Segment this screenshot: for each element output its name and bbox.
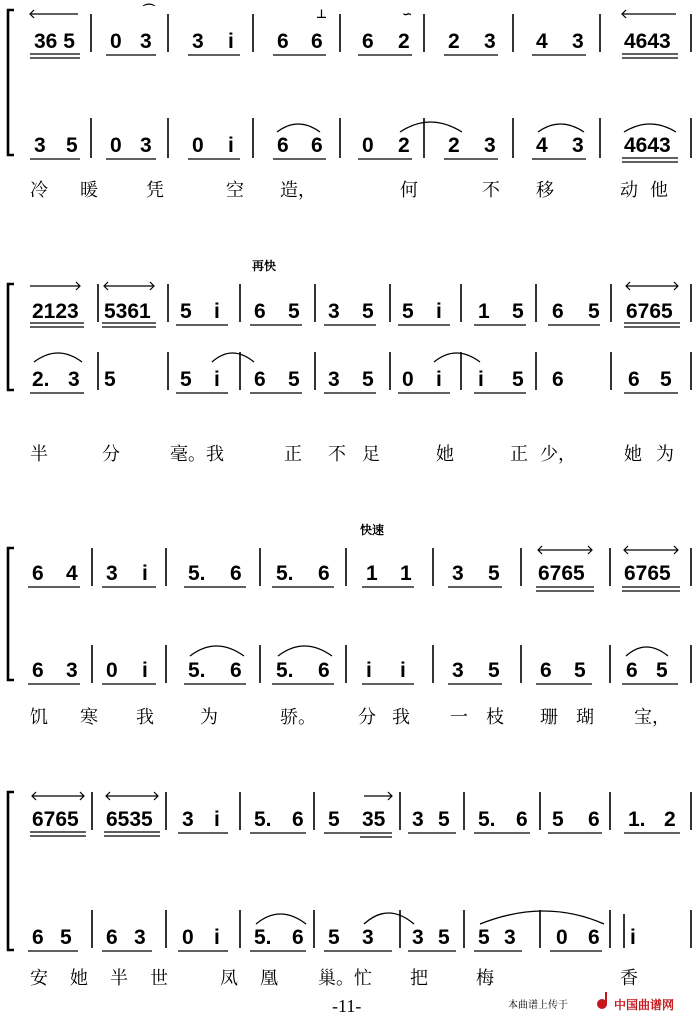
note-group: 2123 — [32, 300, 79, 323]
lyric: 分 — [358, 707, 376, 728]
note: 6 — [32, 926, 44, 949]
note: 6 — [230, 562, 242, 585]
note: 6 — [254, 368, 266, 391]
note: 6 — [311, 134, 323, 157]
lyric: 何 — [400, 180, 418, 201]
note: 6 — [106, 926, 118, 949]
note: 5 — [438, 808, 450, 831]
lyric: 足 — [362, 444, 380, 465]
barlines-upper — [92, 548, 691, 586]
footer-watermark — [508, 992, 674, 1012]
note: 3 — [192, 30, 204, 53]
note: i — [214, 368, 220, 391]
note: 0 — [106, 659, 118, 682]
system-bracket — [8, 10, 14, 155]
note: 2 — [664, 808, 676, 831]
lyric: 把 — [410, 968, 428, 989]
note: 3 — [66, 659, 78, 682]
note: 1 — [366, 562, 378, 585]
note: 0 — [192, 134, 204, 157]
lyric: 骄。 — [280, 707, 316, 728]
note-group: 6765 — [538, 562, 585, 585]
lyric: 不 — [482, 180, 500, 201]
page-number: -11- — [332, 996, 362, 1016]
note: 5 — [660, 368, 672, 391]
note: i — [436, 368, 442, 391]
note: 3 — [412, 808, 424, 831]
lyric: 为 — [200, 707, 218, 728]
lyric: 巢。忙 — [318, 968, 372, 989]
lyric: 他 — [650, 180, 668, 201]
note: 3 — [452, 659, 464, 682]
note: i — [228, 134, 234, 157]
note: 6 — [628, 368, 640, 391]
lyric: 世 — [150, 968, 168, 989]
note: 5 — [588, 300, 600, 323]
note: 3 — [328, 300, 340, 323]
note: i — [400, 659, 406, 682]
note: 3 — [106, 562, 118, 585]
note: 35 — [362, 808, 386, 831]
note: 5 — [362, 300, 374, 323]
note: 5. — [254, 808, 272, 831]
lyrics-line — [30, 707, 670, 728]
note: 5 — [552, 808, 564, 831]
lyric: 枝 — [486, 707, 504, 728]
note: 2 — [398, 30, 410, 53]
note: 5 — [104, 368, 116, 391]
note: 6 — [552, 368, 564, 391]
note-group: 6535 — [106, 808, 153, 831]
tempo-marking: 再快 — [252, 259, 277, 273]
note: 6 — [318, 659, 330, 682]
note: 3 — [362, 926, 374, 949]
lyric: 我 — [136, 707, 154, 728]
note: 6 — [277, 30, 289, 53]
note: 3 — [504, 926, 516, 949]
note: 0 — [556, 926, 568, 949]
lyric: 她 — [70, 968, 88, 989]
note-group: 6765 — [626, 300, 673, 323]
lyric: 半 — [110, 968, 128, 989]
note: 6 — [516, 808, 528, 831]
note: i — [214, 300, 220, 323]
lyric: 一 — [450, 707, 468, 728]
note: 3 — [572, 30, 584, 53]
note-group: 5361 — [104, 300, 151, 323]
lyrics-line — [30, 180, 668, 201]
system-bracket — [8, 548, 14, 680]
note: 5 — [488, 562, 500, 585]
lyric: 空 — [226, 180, 244, 201]
lyric: 为 — [656, 444, 674, 465]
ornament-mark: ∽ — [402, 7, 413, 21]
note: 0 — [362, 134, 374, 157]
note-group: 4643 — [624, 30, 671, 53]
note: 0 — [110, 134, 122, 157]
note: 5. — [188, 562, 206, 585]
ornament-mark: ⊥ — [316, 7, 327, 21]
barlines-upper — [91, 14, 691, 52]
note: 6 — [588, 808, 600, 831]
note: 6 — [292, 808, 304, 831]
lyric: 正 — [284, 444, 302, 465]
note: i — [214, 926, 220, 949]
barlines-lower — [91, 118, 691, 158]
note: 1 — [400, 562, 412, 585]
note: 6 — [230, 659, 242, 682]
lyric: 凤 — [220, 968, 238, 989]
note: 6 — [292, 926, 304, 949]
lyric: 她 — [624, 444, 642, 465]
system-3 — [8, 522, 691, 728]
note: 6 — [32, 659, 44, 682]
lyric: 半 — [30, 444, 48, 465]
note: i — [214, 808, 220, 831]
note: 5 — [362, 368, 374, 391]
note: 3 — [452, 562, 464, 585]
note: 6 — [588, 926, 600, 949]
note: 4 — [66, 562, 78, 585]
note: 5 — [488, 659, 500, 682]
lyric: 饥 — [30, 707, 48, 728]
lyric: 凰 — [260, 968, 278, 989]
note: 0 — [402, 368, 414, 391]
music-note-logo-icon — [597, 992, 607, 1009]
note-group: 6765 — [624, 562, 671, 585]
note: 5. — [276, 659, 294, 682]
note: 4 — [536, 134, 548, 157]
lyric: 移 — [536, 180, 554, 201]
note: 6 — [540, 659, 552, 682]
note-group: 4643 — [624, 134, 671, 157]
lyric: 宝， — [634, 707, 670, 728]
note: 6 — [362, 30, 374, 53]
lyric: 安 — [30, 968, 48, 989]
note: 3 — [484, 134, 496, 157]
note: 0 — [182, 926, 194, 949]
note: 5 — [328, 926, 340, 949]
lyric: 瑚 — [576, 707, 594, 728]
note: 5. — [254, 926, 272, 949]
barlines-lower — [92, 645, 691, 683]
system-bracket — [8, 284, 14, 390]
note: 5 — [288, 368, 300, 391]
lyric: 分 — [102, 444, 120, 465]
note: 6 — [552, 300, 564, 323]
lyric: 她 — [436, 444, 454, 465]
lyrics-line — [30, 968, 638, 989]
note: 6 — [311, 30, 323, 53]
lyric: 我 — [392, 707, 410, 728]
note: i — [436, 300, 442, 323]
note: 3 — [34, 134, 46, 157]
lyric: 香 — [620, 968, 638, 989]
note: 6 — [254, 300, 266, 323]
note: 6 — [32, 562, 44, 585]
system-4 — [8, 792, 691, 989]
uploaded-text: 本曲谱上传于 — [508, 1000, 568, 1011]
note: i — [142, 659, 148, 682]
brand-name: 中国曲谱网 — [614, 998, 675, 1012]
note: 5 — [478, 926, 490, 949]
note: 3 — [572, 134, 584, 157]
lyric: 寒 — [80, 707, 98, 728]
note: 3 — [68, 368, 80, 391]
note: 5 — [288, 300, 300, 323]
note: 2 — [448, 30, 460, 53]
note: 3 — [328, 368, 340, 391]
note: 5 — [402, 300, 414, 323]
note: i — [142, 562, 148, 585]
lyric: 正 — [510, 444, 528, 465]
note: 3 — [140, 134, 152, 157]
lyric: 暖 — [80, 180, 98, 201]
note: 1. — [628, 808, 646, 831]
note: 5 — [574, 659, 586, 682]
note: 5 — [66, 134, 78, 157]
note: i — [478, 368, 484, 391]
tempo-marking: 快速 — [360, 523, 385, 537]
note: 4 — [536, 30, 548, 53]
system-2 — [8, 258, 691, 465]
note: 5 — [180, 300, 192, 323]
note: 5. — [188, 659, 206, 682]
note: 6 — [318, 562, 330, 585]
note-group: 36 5 — [34, 30, 75, 53]
note: 5. — [276, 562, 294, 585]
lyric: 珊 — [540, 707, 558, 728]
note: 2 — [448, 134, 460, 157]
lyric: 凭 — [146, 180, 164, 201]
note: 5. — [478, 808, 496, 831]
note: 6 — [626, 659, 638, 682]
lyric: 造， — [280, 180, 316, 201]
note: 5 — [60, 926, 72, 949]
note: 2. — [32, 368, 50, 391]
lyric: 梅 — [476, 968, 494, 989]
note: 5 — [438, 926, 450, 949]
note-group: 6765 — [32, 808, 79, 831]
ornament-mark: ⌒ — [143, 3, 156, 17]
note: 3 — [182, 808, 194, 831]
lyric: 不 — [328, 444, 346, 465]
note: 3 — [484, 30, 496, 53]
note: 3 — [412, 926, 424, 949]
note: 0 — [110, 30, 122, 53]
note: 3 — [140, 30, 152, 53]
lyric: 少， — [540, 444, 576, 465]
lyric: 冷 — [30, 180, 48, 201]
lyrics-line — [30, 444, 674, 465]
note: 3 — [134, 926, 146, 949]
note: 1 — [478, 300, 490, 323]
lyric: 毫。我 — [170, 444, 224, 465]
note: 2 — [398, 134, 410, 157]
note: 5 — [512, 300, 524, 323]
lyric: 动 — [620, 180, 638, 201]
note: 6 — [277, 134, 289, 157]
system-bracket — [8, 792, 14, 950]
note: i — [366, 659, 372, 682]
note: 5 — [328, 808, 340, 831]
system-1 — [8, 2, 691, 201]
note: i — [228, 30, 234, 53]
note: 5 — [656, 659, 668, 682]
note: 5 — [180, 368, 192, 391]
note: i — [630, 926, 636, 949]
note: 5 — [512, 368, 524, 391]
